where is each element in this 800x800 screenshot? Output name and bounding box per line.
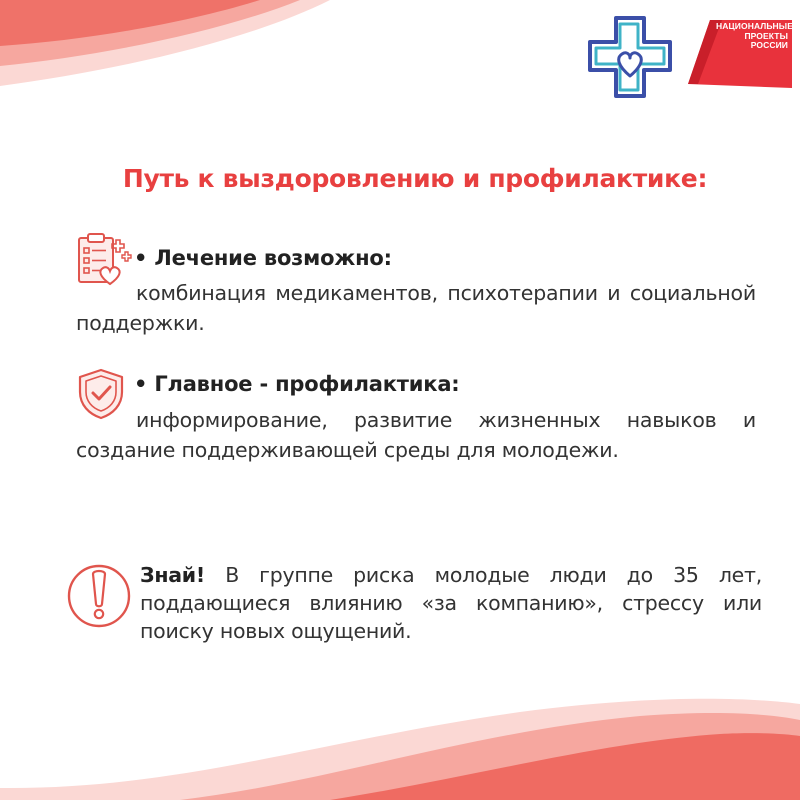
exclamation-warning-icon	[66, 560, 132, 630]
np-line-1: НАЦИОНАЛЬНЫЕ	[716, 21, 793, 31]
treatment-text: комбинация медикаментов, психотерапии и социальной поддержки.	[76, 281, 756, 335]
plus-heart-icon	[586, 14, 674, 100]
bottom-wave-decoration	[0, 670, 800, 800]
prevention-heading: • Главное - профилактика:	[134, 372, 460, 396]
treatment-heading: • Лечение возможно:	[134, 246, 392, 270]
national-projects-text	[716, 21, 793, 51]
np-line-3: РОССИИ	[750, 40, 788, 50]
top-wave-decoration	[0, 0, 800, 110]
page-title: Путь к выздоровлению и профилактике:	[122, 164, 708, 193]
note-text: В группе риска молодые люди до 35 лет, поддающиеся влиянию «за компанию», стрессу или поиску новых ощущений.	[140, 563, 762, 643]
risk-note	[140, 561, 762, 645]
note-lead: Знай!	[140, 563, 206, 587]
prevention-text: информирование, развитие жизненных навыков и создание поддерживающей среды для молодежи.	[76, 408, 756, 462]
np-line-2: ПРОЕКТЫ	[744, 30, 788, 41]
